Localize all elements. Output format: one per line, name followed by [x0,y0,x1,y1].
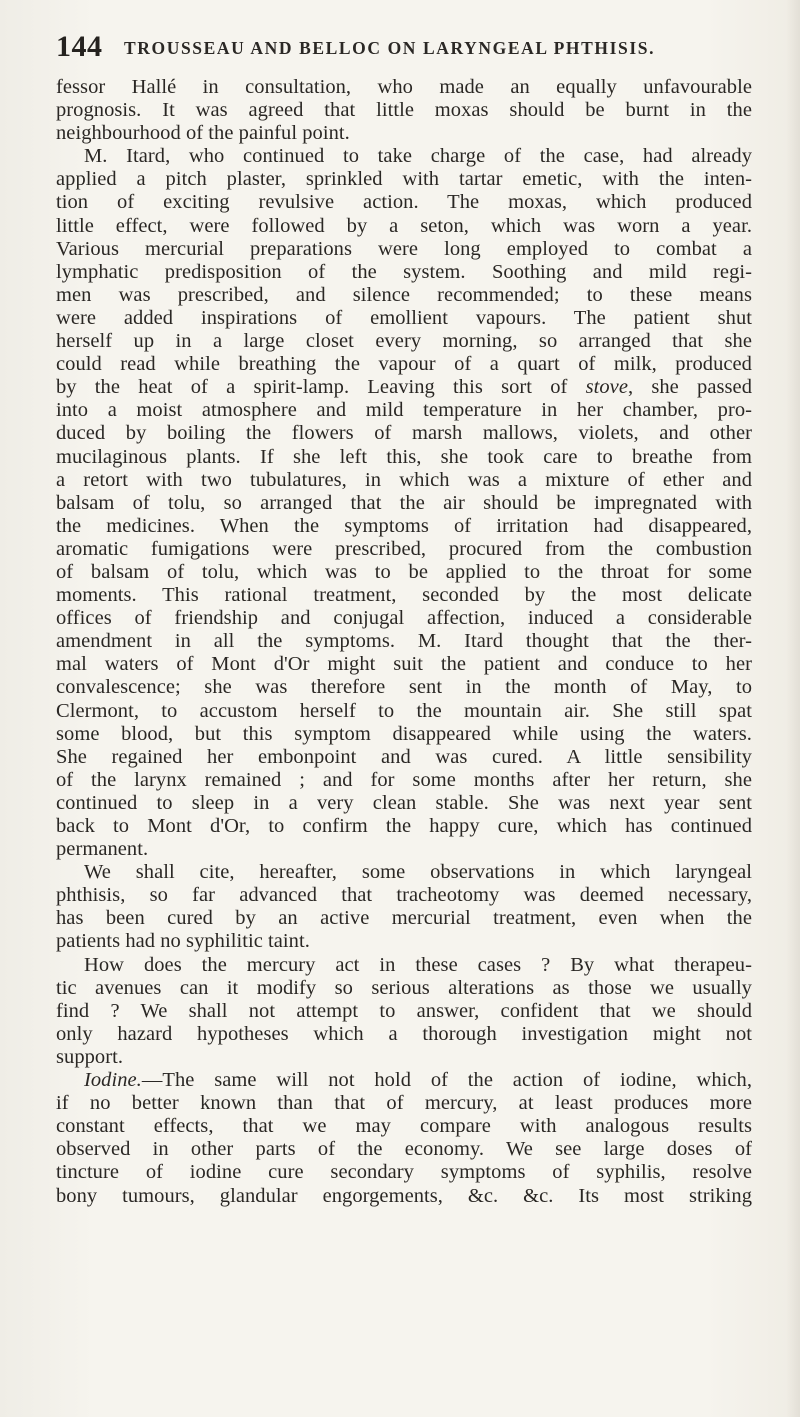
text-segment: by the heat of a spirit-lamp. Leaving this sort of [56,376,586,399]
text-line: herself up in a large closet every morning, so arranged that she [56,330,752,353]
text-line: could read while breathing the vapour of a quart of milk, produced [56,353,752,376]
text-line: prognosis. It was agreed that little moxas should be burnt in the [56,99,752,122]
text-line: amendment in all the symptoms. M. Itard thought that the ther- [56,630,752,653]
text-line: a retort with two tubulatures, in which was a mixture of ether and [56,468,752,491]
text-line: of the larynx remained ; and for some months after her return, she [56,768,752,791]
text-line: applied a pitch plaster, sprinkled with tartar emetic, with the inten- [56,168,752,191]
running-head: TROUSSEAU AND BELLOC ON LARYNGEAL PHTHISIS. [124,38,656,58]
page-header [56,30,746,66]
text-line: aromatic fumigations were prescribed, procured from the combustion [56,537,752,560]
body-text [56,76,752,1208]
text-line: were added inspirations of emollient vapours. The patient shut [56,306,752,329]
text-line: permanent. [56,838,149,861]
page-edge-shadow [786,0,800,1417]
text-line: duced by boiling the flowers of marsh mallows, violets, and other [56,422,752,445]
italic-word: stove [585,376,628,399]
text-line: find ? We shall not attempt to answer, confident that we should [56,999,752,1022]
text-line: Clermont, to accustom herself to the mountain air. She still spat [56,699,752,722]
text-line: Various mercurial preparations were long employed to combat a [56,237,752,260]
text-line: She regained her embonpoint and was cured. A little sensibility [56,745,752,768]
text-line: continued to sleep in a very clean stable. She was next year sent [56,791,752,814]
text-line: some blood, but this symptom disappeared while using the waters. [56,722,752,745]
text-line: little effect, were followed by a seton, which was worn a year. [56,214,752,237]
text-line: offices of friendship and conjugal affection, induced a considerable [56,607,752,630]
text-line: phthisis, so far advanced that tracheotomy was deemed necessary, [56,884,752,907]
text-line: bony tumours, glandular engorgements, &c. &c. Its most striking [56,1184,752,1207]
text-line: moments. This rational treatment, seconded by the most delicate [56,584,752,607]
text-line: mal waters of Mont d'Or might suit the patient and conduce to her [56,653,752,676]
text-line: observed in other parts of the economy. We see large doses of [56,1138,752,1161]
text-line: into a moist atmosphere and mild temperature in her chamber, pro- [56,399,752,422]
text-line: We shall cite, hereafter, some observations in which laryngeal [84,861,752,884]
text-line: if no better known than that of mercury, at least produces more [56,1092,752,1115]
text-line: mucilaginous plants. If she left this, she took care to breathe from [56,445,752,468]
text-segment: —The same will not hold of the action of iodine, which, [141,1069,752,1092]
text-segment: , she passed [627,376,752,399]
text-line: support. [56,1045,124,1068]
text-line: patients had no syphilitic taint. [56,930,310,953]
text-line: back to Mont d'Or, to confirm the happy cure, which has continued [56,815,752,837]
text-line: tic avenues can it modify so serious alterations as those we usually [56,976,752,999]
text-line: balsam of tolu, so arranged that the air should be impregnated with [56,491,752,514]
page-number: 144 [56,30,103,63]
text-line: How does the mercury act in these cases ? By what therapeu- [84,953,752,976]
text-line: only hazard hypotheses which a thorough investigation might not [56,1022,752,1045]
text-line: has been cured by an active mercurial treatment, even when the [56,907,752,930]
text-line: convalescence; she was therefore sent in the month of May, to [56,676,752,699]
section-heading-iodine: Iodine. [84,1069,142,1092]
text-line: constant effects, that we may compare with analogous results [56,1115,752,1138]
text-line-iodine [56,1069,752,1092]
text-line: men was prescribed, and silence recommended; to these means [56,283,752,306]
text-line: tion of exciting revulsive action. The moxas, which produced [56,191,752,214]
text-line: of balsam of tolu, which was to be applied to the throat for some [56,560,752,583]
text-line: tincture of iodine cure secondary symptoms of syphilis, resolve [56,1161,752,1184]
text-line-stove [56,376,752,399]
text-line: the medicines. When the symptoms of irritation had disappeared, [56,514,752,537]
text-line: fessor Hallé in consultation, who made an equally unfavourable [56,76,752,98]
text-line: neighbourhood of the painful point. [56,122,350,145]
text-line: lymphatic predisposition of the system. Soothing and mild regi- [56,260,752,283]
text-line: M. Itard, who continued to take charge of the case, had already [84,145,752,168]
